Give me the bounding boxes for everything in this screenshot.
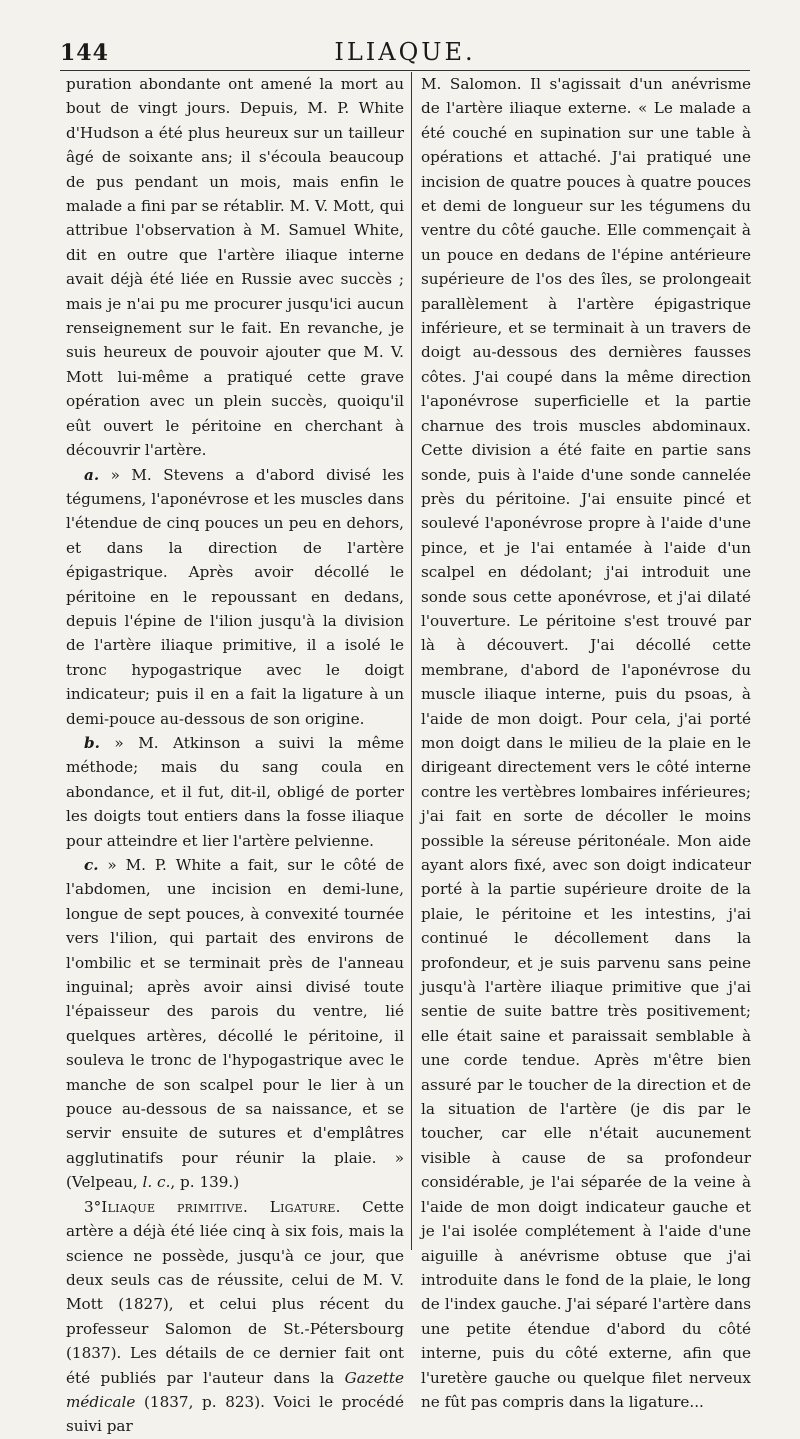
section-3-end: (1837, p. 823). Voici le procédé suivi par bbox=[66, 1392, 404, 1436]
section-3-number: 3° bbox=[84, 1197, 102, 1216]
paragraph-salomon: M. Salomon. Il s'agissait d'un anévrisme de l'artère iliaque externe. « Le malade a été couché en supination sur une table à opérations et attaché. J'ai pratiqué une incision de quatre pouces à quatre pouces et demi de longueur sur les tégumens du ventre du côté gauche. Elle commençait à un pouce en dedans de l'épine antérieure supérieure de l'os des îles, se prolongeait parallèlement à l'artère épigastrique inférieure, et se terminait à un travers de doigt au-dessous des dernières fausses côtes. J'ai coupé dans la même direction l'aponévrose superficielle et la partie charnue des trois muscles abdominaux. Cette division a été faite en partie sans sonde, puis à l'aide d'une sonde cannelée près du péritoine. J'ai ensuite pincé et soulevé l'aponévrose propre à l'aide d'une pince, et je l'ai entamée à l'aide d'un scalpel en dédolant; j'ai introduit une sonde sous cette aponévrose, et j'ai dilaté l'ouverture. Le péritoine s'est trouvé par là à découvert. J'ai décollé cette membrane, d'abord de l'aponévrose du muscle iliaque interne, puis du psoas, à l'aide de mon doigt. Pour cela, j'ai porté mon doigt dans le milieu de la plaie en le dirigeant directement vers le côté interne contre les vertèbres lombaires inférieures; j'ai fait en sorte de décoller le moins possible la séreuse péritonéale. Mon aide ayant alors fixé, avec son doigt indicateur porté à la partie supérieure droite de la plaie, le péritoine et les intestins, j'ai continué le décollement dans la profondeur, et je suis parvenu sans peine jusqu'à l'artère iliaque primitive que j'ai sentie de suite battre très positivement; elle était saine et paraissait semblable à une corde tendue. Après m'être bien assuré par le toucher de la direction et de la situation de l'artère (je dis par le toucher, car elle n'était aucunement visible à cause de sa profondeur considérable, je l'ai séparée de la veine à l'aide de mon doigt indicateur gauche et je l'ai isolée complétement à l'aide d'une aiguille à anévrisme obtuse que j'ai introduite dans le fond de la plaie, le long de l'index gauche. J'ai séparé l'artère dans une petite étendue d'abord du côté interne, puis du côté externe, afin que l'uretère gauche ou quelque filet nerveux ne fût pas compris dans la ligature... bbox=[421, 75, 751, 1411]
section-3-heading: Iliaque primitive. Ligature. bbox=[101, 1197, 341, 1216]
list-marker-b: b. bbox=[84, 733, 100, 752]
paragraph-a-text: » M. Stevens a d'abord divisé les tégumens, l'aponévrose et les muscles dans l'étendue de cinq pouces un peu en dehors, et dans la direction de l'artère épigastrique. Après avoir décollé le péritoine en le repoussant en dedans, depuis l'épine de l'ilion jusqu'à la division de l'artère iliaque primitive, il a isolé le tronc hypogastrique avec le doigt indicateur; puis il en a fait la ligature à un demi-pouce au-dessous de son origine. bbox=[66, 465, 404, 728]
citation-end: , p. 139.) bbox=[170, 1173, 240, 1192]
paragraph-b-text: » M. Atkinson a suivi la même méthode; mais du sang coula en abondance, et il fut, dit-il, obligé de porter les doigts tout entiers dans la fosse iliaque pour atteindre et lier l'artère pelvienne. bbox=[66, 733, 404, 850]
paragraph-b bbox=[66, 731, 404, 853]
left-column bbox=[66, 72, 404, 1436]
column-divider bbox=[411, 72, 412, 1250]
page-header bbox=[60, 36, 750, 71]
right-column bbox=[421, 72, 751, 1411]
journal-title: Gazette médicale bbox=[66, 1368, 404, 1411]
list-marker-a: a. bbox=[84, 465, 100, 484]
paragraph-a bbox=[66, 463, 404, 731]
section-3 bbox=[66, 1195, 404, 1439]
citation-italic: l. c. bbox=[142, 1173, 171, 1192]
paragraph-continuation: puration abondante ont amené la mort au bout de vingt jours. Depuis, M. P. White d'Hudson a été plus heureux sur un tailleur âgé de soixante ans; il s'écoula beaucoup de pus pendant un mois, mais enfin le malade a fini par se rétablir. M. V. Mott, qui attribue l'observation à M. Samuel White, dit en outre que l'artère iliaque interne avait déjà été liée en Russie avec succès ; mais je n'ai pu me procurer jusqu'ici aucun renseignement sur le fait. En revanche, je suis heureux de pouvoir ajouter que M. V. Mott lui-même a pratiqué cette grave opération avec un plein succès, quoiqu'il eût ouvert le péritoine en cherchant à découvrir l'artère. bbox=[66, 75, 404, 460]
running-title: ILIAQUE. bbox=[334, 38, 476, 66]
list-marker-c: c. bbox=[84, 856, 99, 874]
paragraph-c-text: » M. P. White a fait, sur le côté de l'abdomen, une incision en demi-lune, longue de sept pouces, à convexité tournée vers l'ilion, qui partait des environs de l'ombilic et se terminait près de l'anneau inguinal; après avoir ainsi divisé toute l'épaisseur des parois du ventre, lié quelques artères, décollé le péritoine, il souleva le tronc de l'hypogastrique avec le manche de son scalpel pour le lier à un pouce au-dessous de sa naissance, et se servir ensuite de sutures et d'emplâtres agglutinatifs pour réunir la plaie. » (Velpeau, bbox=[66, 856, 404, 1192]
paragraph-c bbox=[66, 853, 404, 1195]
page-number: 144 bbox=[60, 40, 109, 66]
section-3-text: Cette artère a déjà été liée cinq à six fois, mais la science ne possède, jusqu'à ce jour, que deux seuls cas de réussite, celui de M. V. Mott (1827), et celui plus récent du professeur Salomon de St.-Pétersbourg (1837). Les détails de ce dernier fait ont été publiés par l'auteur dans la bbox=[66, 1197, 404, 1387]
